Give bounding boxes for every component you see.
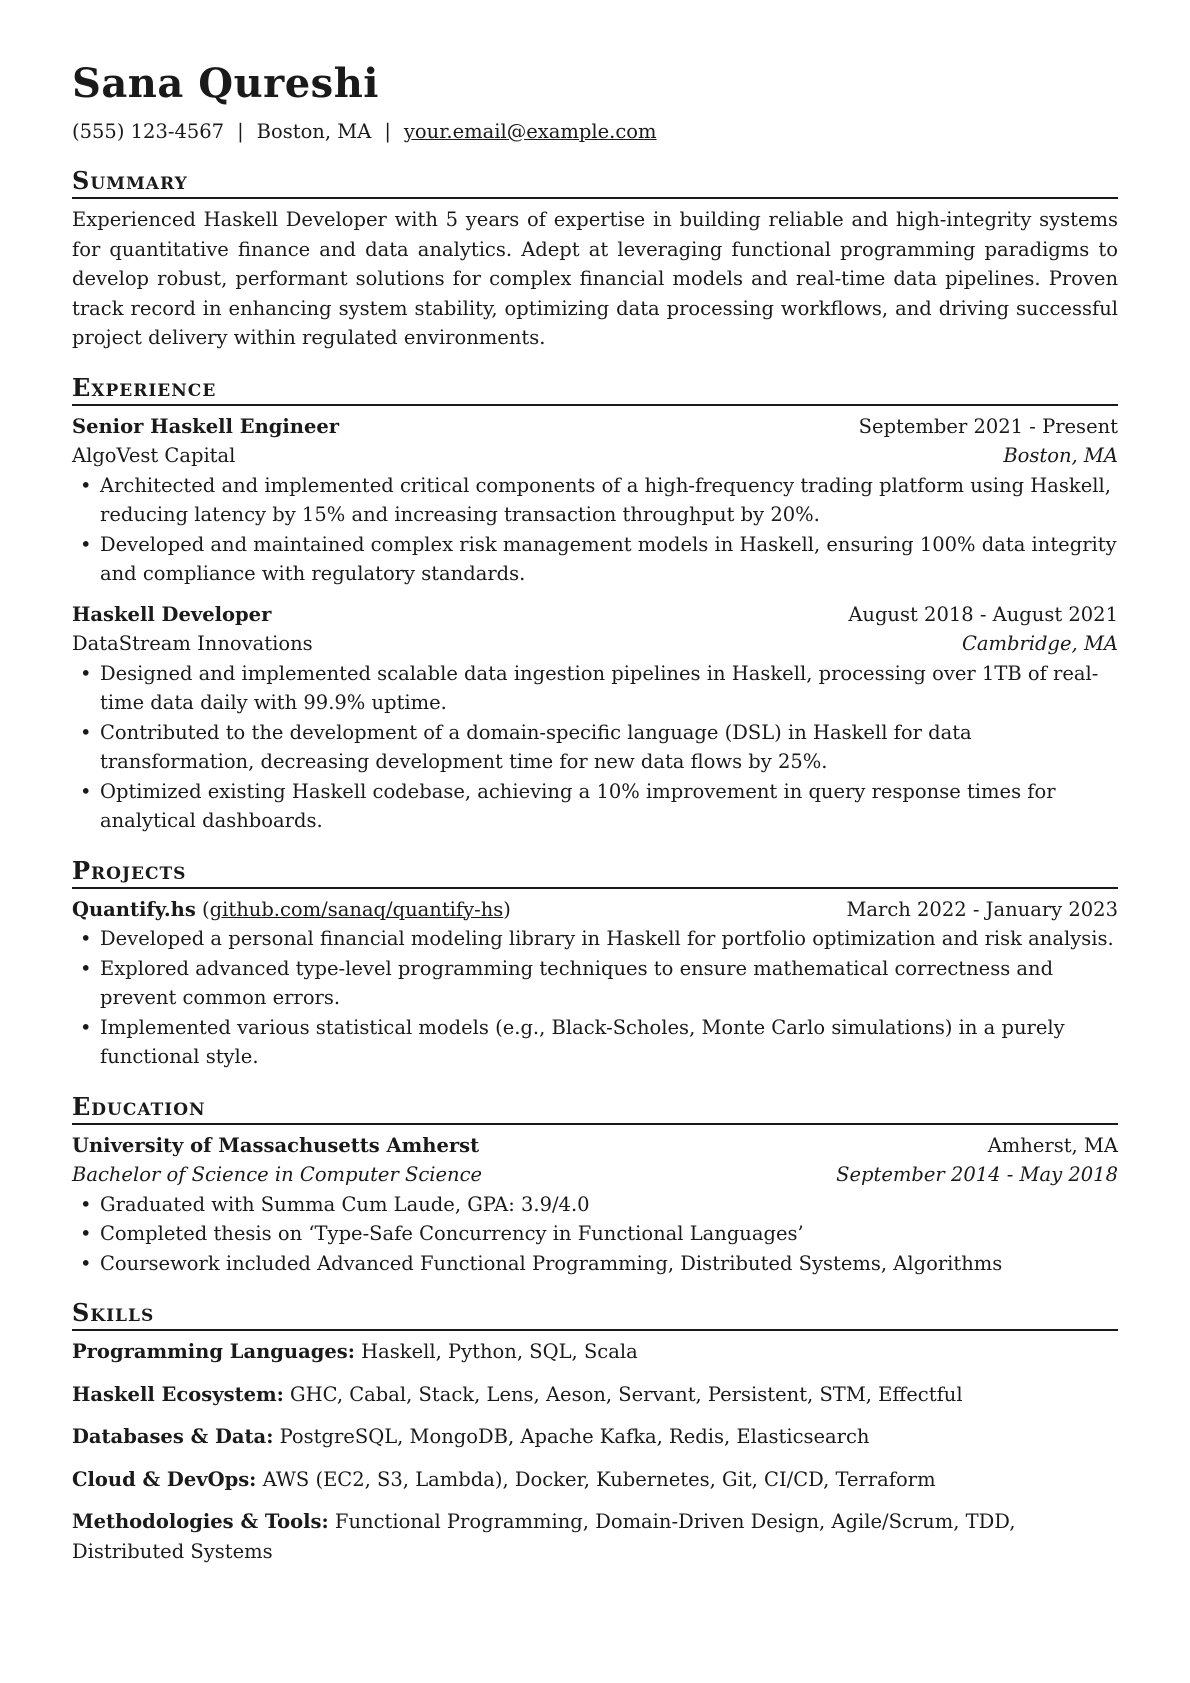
education-dates: September 2014 - May 2018 bbox=[836, 1163, 1118, 1186]
contact-separator: | bbox=[384, 120, 391, 143]
contact-separator: | bbox=[237, 120, 244, 143]
resume-header bbox=[72, 60, 1118, 146]
job-role: Senior Haskell Engineer bbox=[72, 414, 340, 438]
phone-number: (555) 123-4567 bbox=[72, 120, 225, 143]
job-bullets bbox=[72, 471, 1118, 589]
job-dates: August 2018 - August 2021 bbox=[848, 602, 1118, 626]
project-entry bbox=[72, 895, 1118, 1072]
job-entry bbox=[72, 600, 1118, 836]
skill-row bbox=[72, 1465, 1118, 1495]
skill-value: GHC, Cabal, Stack, Lens, Aeson, Servant, Persistent, STM, Effectful bbox=[290, 1382, 963, 1406]
location: Boston, MA bbox=[256, 120, 372, 143]
bullet-item: • Optimized existing Haskell codebase, achieving a 10% improvement in query response times for analytical dashboards. bbox=[72, 777, 1118, 836]
job-dates: September 2021 - Present bbox=[858, 414, 1118, 438]
skill-label: Databases & Data: bbox=[72, 1425, 274, 1448]
skills-section bbox=[72, 1298, 1118, 1566]
section-title-skills: Skills bbox=[72, 1298, 1118, 1331]
bullet-item: • Explored advanced type-level programming techniques to ensure mathematical correctness and prevent common errors. bbox=[72, 954, 1118, 1013]
summary-section bbox=[72, 166, 1118, 353]
skill-label: Programming Languages: bbox=[72, 1340, 355, 1363]
education-section bbox=[72, 1092, 1118, 1279]
project-heading: Quantify.hs (github.com/sanaq/quantify-hs) bbox=[72, 897, 511, 921]
project-link[interactable]: github.com/sanaq/quantify-hs bbox=[209, 897, 504, 921]
job-bullets bbox=[72, 659, 1118, 836]
section-title-education: Education bbox=[72, 1092, 1118, 1125]
bullet-item: • Contributed to the development of a domain-specific language (DSL) in Haskell for data transformation, decreasing development time for new data flows by 25%. bbox=[72, 718, 1118, 777]
bullet-item: • Architected and implemented critical components of a high-frequency trading platform using Haskell, reducing latency by 15% and increasing transaction throughput by 20%. bbox=[72, 471, 1118, 530]
skill-value: PostgreSQL, MongoDB, Apache Kafka, Redis, Elasticsearch bbox=[279, 1425, 870, 1448]
school-name: University of Massachusetts Amherst bbox=[72, 1133, 480, 1157]
bullet-item: • Developed a personal financial modeling library in Haskell for portfolio optimization and risk analysis. bbox=[72, 924, 1118, 954]
skill-label: Methodologies & Tools: bbox=[72, 1510, 329, 1533]
school-location: Amherst, MA bbox=[987, 1133, 1118, 1157]
job-company: AlgoVest Capital bbox=[72, 444, 236, 467]
degree: Bachelor of Science in Computer Science bbox=[72, 1163, 483, 1186]
education-entry bbox=[72, 1131, 1118, 1279]
job-location: Cambridge, MA bbox=[961, 632, 1118, 655]
skill-value: Haskell, Python, SQL, Scala bbox=[361, 1340, 638, 1363]
skill-row bbox=[72, 1337, 1118, 1367]
skill-label: Cloud & DevOps: bbox=[72, 1467, 257, 1491]
skill-row bbox=[72, 1507, 1118, 1566]
job-entry bbox=[72, 412, 1118, 589]
project-bullets bbox=[72, 924, 1118, 1072]
bullet-item: • Completed thesis on ‘Type-Safe Concurrency in Functional Languages’ bbox=[72, 1219, 1118, 1249]
education-bullets bbox=[72, 1190, 1118, 1279]
bullet-item: • Graduated with Summa Cum Laude, GPA: 3.9/4.0 bbox=[72, 1190, 1118, 1220]
bullet-item: • Developed and maintained complex risk management models in Haskell, ensuring 100% data integrity and compliance with regulatory standards. bbox=[72, 530, 1118, 589]
bullet-item: • Implemented various statistical models (e.g., Black-Scholes, Monte Carlo simulations) in a purely functional style. bbox=[72, 1013, 1118, 1072]
project-dates: March 2022 - January 2023 bbox=[846, 897, 1118, 921]
skill-label: Haskell Ecosystem: bbox=[72, 1382, 284, 1406]
section-title-experience: Experience bbox=[72, 373, 1118, 406]
skill-row bbox=[72, 1422, 1118, 1452]
skill-value: Functional Programming, Domain-Driven Design, Agile/Scrum, TDD, Distributed Systems bbox=[72, 1510, 1016, 1563]
section-title-summary: Summary bbox=[72, 166, 1118, 199]
candidate-name: Sana Qureshi bbox=[72, 60, 379, 107]
summary-text: Experienced Haskell Developer with 5 years of expertise in building reliable and high-integrity systems for quantitative finance and data analytics. Adept at leveraging functional programming paradigms to develop robust, performant solutions for complex financial models and real-time data pipelines. Proven track record in enhancing system stability, optimizing data processing workflows, and driving successful project delivery within regulated environments. bbox=[72, 208, 1118, 349]
job-location: Boston, MA bbox=[1003, 444, 1118, 467]
project-name: Quantify.hs bbox=[72, 897, 196, 921]
email-link[interactable]: your.email@example.com bbox=[403, 120, 657, 143]
bullet-item: • Designed and implemented scalable data ingestion pipelines in Haskell, processing over 1TB of real-time data daily with 99.9% uptime. bbox=[72, 659, 1118, 718]
contact-line bbox=[72, 118, 1118, 146]
bullet-item: • Coursework included Advanced Functional Programming, Distributed Systems, Algorithms bbox=[72, 1249, 1118, 1279]
section-title-projects: Projects bbox=[72, 856, 1118, 889]
job-company: DataStream Innovations bbox=[72, 632, 313, 655]
job-role: Haskell Developer bbox=[72, 602, 272, 626]
projects-section bbox=[72, 856, 1118, 1072]
skill-row bbox=[72, 1380, 1118, 1410]
skill-value: AWS (EC2, S3, Lambda), Docker, Kubernetes, Git, CI/CD, Terraform bbox=[262, 1467, 936, 1491]
experience-section bbox=[72, 373, 1118, 836]
